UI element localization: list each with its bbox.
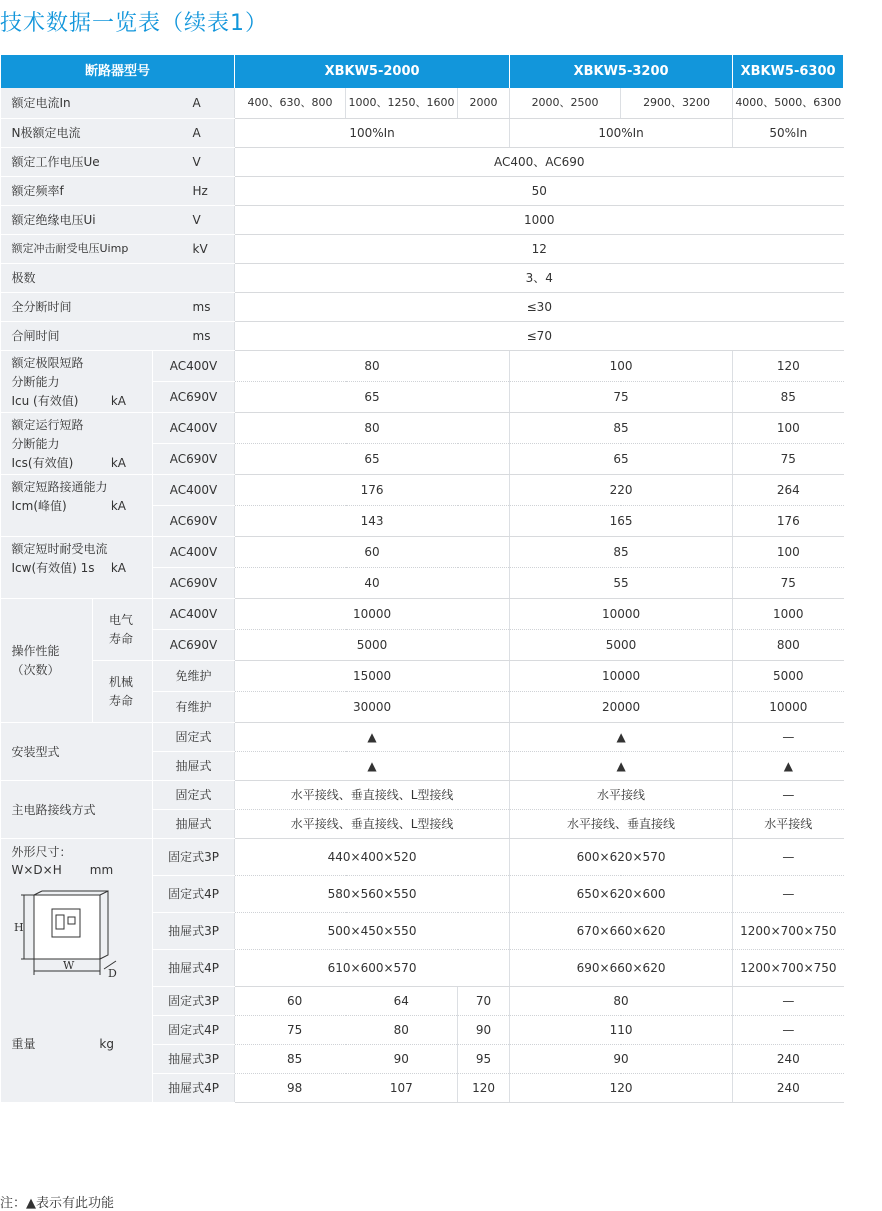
value-cell: 10000	[235, 599, 510, 630]
value-cell: 100%In	[235, 119, 510, 148]
row-label: 额定绝缘电压Ui	[1, 206, 153, 235]
label-line	[12, 392, 151, 411]
value-cell: —	[733, 839, 844, 876]
wiring-label: 主电路接线方式	[1, 781, 153, 839]
value-cell: 80	[235, 413, 510, 444]
unit-text: kA	[110, 394, 126, 408]
value-cell: ≤70	[235, 322, 844, 351]
ics-label	[1, 413, 153, 475]
condition-cell: 免维护	[153, 661, 235, 692]
value-cell: 80	[346, 1016, 458, 1045]
value-cell: 65	[235, 382, 510, 413]
header-model-6300: XBKW5-6300	[733, 55, 844, 88]
value-cell: ▲	[510, 723, 733, 752]
value-cell: 5000	[510, 630, 733, 661]
label-line: 额定运行短路	[11, 418, 84, 432]
value-cell: 90	[346, 1045, 458, 1074]
condition-cell: 抽屉式	[153, 810, 235, 839]
value-cell: —	[733, 987, 844, 1016]
value-cell: 100	[733, 537, 844, 568]
value-cell: 400、630、800	[235, 88, 346, 119]
value-cell: 120	[458, 1074, 510, 1103]
table-row	[1, 661, 844, 692]
value-cell: —	[733, 876, 844, 913]
value-cell: 3、4	[235, 264, 844, 293]
table-row	[1, 148, 844, 177]
condition-cell: AC400V	[153, 599, 235, 630]
weight-label	[1, 987, 153, 1103]
footnote: 注：▲表示有此功能	[0, 1196, 114, 1211]
row-unit: A	[153, 119, 235, 148]
row-label: N极额定电流	[1, 119, 153, 148]
electrical-life-label	[93, 599, 153, 661]
dimensions-title: 外形尺寸：	[11, 845, 72, 859]
row-label: 额定工作电压Ue	[1, 148, 153, 177]
row-unit: ms	[153, 322, 235, 351]
value-cell: 610×600×570	[235, 950, 510, 987]
value-cell: 水平接线、垂直接线	[510, 810, 733, 839]
table-row	[1, 839, 844, 876]
value-cell: 40	[235, 568, 510, 599]
icm-label	[1, 475, 153, 537]
table-row	[1, 475, 844, 506]
label-line: 分断能力	[11, 437, 60, 451]
value-cell: 107	[346, 1074, 458, 1103]
value-cell: 98	[235, 1074, 346, 1103]
label-text: Icu (有效值)	[11, 394, 79, 408]
condition-cell: AC690V	[153, 630, 235, 661]
value-cell: 1000	[235, 206, 844, 235]
label-text: Ics(有效值)	[11, 456, 74, 470]
table-row	[1, 206, 844, 235]
value-cell: 650×620×600	[510, 876, 733, 913]
condition-cell: AC400V	[153, 413, 235, 444]
weight-title: 重量	[11, 1037, 36, 1052]
value-cell: 4000、5000、6300	[733, 88, 844, 119]
value-cell: 240	[733, 1045, 844, 1074]
operation-label	[1, 599, 93, 723]
value-cell: 50%In	[733, 119, 844, 148]
table-row	[1, 537, 844, 568]
value-cell: 2000	[458, 88, 510, 119]
value-cell: —	[733, 781, 844, 810]
value-cell: 65	[510, 444, 733, 475]
value-cell: 75	[235, 1016, 346, 1045]
table-row	[1, 599, 844, 630]
value-cell: 240	[733, 1074, 844, 1103]
value-cell: 64	[346, 987, 458, 1016]
value-cell: 5000	[733, 661, 844, 692]
value-cell: 440×400×520	[235, 839, 510, 876]
label-line: 额定短时耐受电流	[11, 542, 108, 556]
row-unit: Hz	[153, 177, 235, 206]
value-cell: ▲	[235, 752, 510, 781]
value-cell: 水平接线	[510, 781, 733, 810]
table-row	[1, 781, 844, 810]
row-unit: kV	[153, 235, 235, 264]
condition-cell: 固定式4P	[153, 1016, 235, 1045]
value-cell: 165	[510, 506, 733, 537]
value-cell: 800	[733, 630, 844, 661]
unit-text: kA	[110, 456, 126, 470]
value-cell: 95	[458, 1045, 510, 1074]
condition-cell: AC690V	[153, 444, 235, 475]
value-cell: 670×660×620	[510, 913, 733, 950]
label-text: Icw(有效值) 1s	[11, 561, 95, 575]
breaker-top-edge	[34, 891, 42, 895]
condition-cell: 固定式3P	[153, 987, 235, 1016]
value-cell: 水平接线	[733, 810, 844, 839]
table-row	[1, 88, 844, 119]
value-cell: 600×620×570	[510, 839, 733, 876]
label-line: 额定短路接通能力	[11, 480, 108, 494]
condition-cell: AC400V	[153, 537, 235, 568]
value-cell: 1200×700×750	[733, 913, 844, 950]
value-cell: 176	[733, 506, 844, 537]
dimensions-formula: W×D×H	[11, 863, 62, 877]
value-cell: ▲	[510, 752, 733, 781]
value-cell: 120	[733, 351, 844, 382]
row-label: 合闸时间	[1, 322, 153, 351]
label-line: 操作性能	[11, 643, 60, 658]
condition-cell: 抽屉式4P	[153, 950, 235, 987]
table-row	[1, 264, 844, 293]
value-cell: 60	[235, 987, 346, 1016]
label-line: 机械	[109, 674, 134, 689]
value-cell: 100	[733, 413, 844, 444]
value-cell: 12	[235, 235, 844, 264]
value-cell: 120	[510, 1074, 733, 1103]
unit-text: kA	[110, 499, 126, 513]
value-cell: 5000	[235, 630, 510, 661]
value-cell: 110	[510, 1016, 733, 1045]
page-title: 技术数据一览表（续表1）	[0, 11, 268, 36]
icu-label	[1, 351, 153, 413]
condition-cell: AC400V	[153, 475, 235, 506]
value-cell: 220	[510, 475, 733, 506]
label-line	[12, 454, 151, 473]
weight-label-line	[12, 1035, 151, 1053]
value-cell: 水平接线、垂直接线、L型接线	[235, 810, 510, 839]
table-row	[1, 987, 844, 1016]
value-cell: ▲	[235, 723, 510, 752]
value-cell: 2900、3200	[621, 88, 733, 119]
condition-cell: AC400V	[153, 351, 235, 382]
value-cell: 143	[235, 506, 510, 537]
value-cell: 10000	[510, 661, 733, 692]
value-cell: AC400、AC690	[235, 148, 844, 177]
value-cell: 85	[510, 413, 733, 444]
row-label: 极数	[1, 264, 153, 293]
label-line: 寿命	[109, 631, 134, 646]
value-cell: ≤30	[235, 293, 844, 322]
value-cell: 水平接线、垂直接线、L型接线	[235, 781, 510, 810]
value-cell: 1000	[733, 599, 844, 630]
breaker-outline-drawing	[12, 887, 124, 979]
value-cell: 75	[733, 568, 844, 599]
table-row	[1, 413, 844, 444]
table-row	[1, 55, 844, 88]
condition-cell: 固定式4P	[153, 876, 235, 913]
label-line	[12, 497, 151, 516]
row-unit: ms	[153, 293, 235, 322]
value-cell: 65	[235, 444, 510, 475]
value-cell: ▲	[733, 752, 844, 781]
label-line	[12, 559, 151, 578]
dimensions-unit: mm	[89, 863, 114, 877]
value-cell: 90	[510, 1045, 733, 1074]
label-line: （次数）	[11, 662, 60, 677]
label-line: 电气	[109, 612, 134, 627]
value-cell: 100	[510, 351, 733, 382]
table-row	[1, 322, 844, 351]
value-cell: 75	[510, 382, 733, 413]
dimension-d: D	[107, 967, 117, 979]
header-model-3200: XBKW5-3200	[510, 55, 733, 88]
header-model-label: 断路器型号	[1, 55, 235, 88]
value-cell: 176	[235, 475, 510, 506]
table-row	[1, 119, 844, 148]
label-text: Icm(峰值)	[11, 499, 67, 513]
value-cell: 90	[458, 1016, 510, 1045]
value-cell: 100%In	[510, 119, 733, 148]
value-cell: 1000、1250、1600	[346, 88, 458, 119]
value-cell: 20000	[510, 692, 733, 723]
dimension-h: H	[13, 921, 24, 934]
spec-table	[0, 55, 844, 1103]
label-line: 额定极限短路	[11, 356, 84, 370]
dimensions-label	[1, 839, 153, 987]
row-unit: V	[153, 206, 235, 235]
value-cell: 2000、2500	[510, 88, 621, 119]
condition-cell: AC690V	[153, 568, 235, 599]
table-row	[1, 293, 844, 322]
value-cell: —	[733, 723, 844, 752]
row-label: 额定冲击耐受电压Uimp	[1, 235, 153, 264]
value-cell: 690×660×620	[510, 950, 733, 987]
value-cell: 580×560×550	[235, 876, 510, 913]
row-label: 额定频率f	[1, 177, 153, 206]
value-cell: 60	[235, 537, 510, 568]
condition-cell: AC690V	[153, 506, 235, 537]
row-label: 额定电流In	[1, 88, 153, 119]
condition-cell: 抽屉式	[153, 752, 235, 781]
value-cell: 50	[235, 177, 844, 206]
value-cell: 1200×700×750	[733, 950, 844, 987]
icw-label	[1, 537, 153, 599]
value-cell: 85	[235, 1045, 346, 1074]
row-unit: A	[153, 88, 235, 119]
condition-cell: 固定式3P	[153, 839, 235, 876]
label-line: 寿命	[109, 693, 134, 708]
value-cell: 85	[510, 537, 733, 568]
value-cell: 70	[458, 987, 510, 1016]
unit-text: kA	[110, 561, 126, 575]
dimensions-formula-line	[12, 861, 151, 879]
row-label: 全分断时间	[1, 293, 153, 322]
table-row	[1, 235, 844, 264]
value-cell: 55	[510, 568, 733, 599]
table-row	[1, 723, 844, 752]
install-label: 安装型式	[1, 723, 153, 781]
value-cell: 264	[733, 475, 844, 506]
mechanical-life-label	[93, 661, 153, 723]
row-unit: V	[153, 148, 235, 177]
condition-cell: 抽屉式3P	[153, 1045, 235, 1074]
row-unit	[153, 264, 235, 293]
condition-cell: AC690V	[153, 382, 235, 413]
condition-cell: 有维护	[153, 692, 235, 723]
breaker-side-face	[100, 891, 108, 959]
header-model-2000: XBKW5-2000	[235, 55, 510, 88]
condition-cell: 固定式	[153, 781, 235, 810]
table-row	[1, 177, 844, 206]
dimension-w: W	[62, 959, 74, 972]
value-cell: 30000	[235, 692, 510, 723]
value-cell: 80	[235, 351, 510, 382]
condition-cell: 抽屉式3P	[153, 913, 235, 950]
value-cell: 75	[733, 444, 844, 475]
value-cell: 80	[510, 987, 733, 1016]
value-cell: 10000	[733, 692, 844, 723]
value-cell: 10000	[510, 599, 733, 630]
weight-unit: kg	[99, 1037, 114, 1052]
value-cell: —	[733, 1016, 844, 1045]
label-line: 分断能力	[11, 375, 60, 389]
value-cell: 85	[733, 382, 844, 413]
breaker-front-face	[34, 895, 100, 959]
value-cell: 15000	[235, 661, 510, 692]
condition-cell: 固定式	[153, 723, 235, 752]
table-row	[1, 351, 844, 382]
condition-cell: 抽屉式4P	[153, 1074, 235, 1103]
value-cell: 500×450×550	[235, 913, 510, 950]
